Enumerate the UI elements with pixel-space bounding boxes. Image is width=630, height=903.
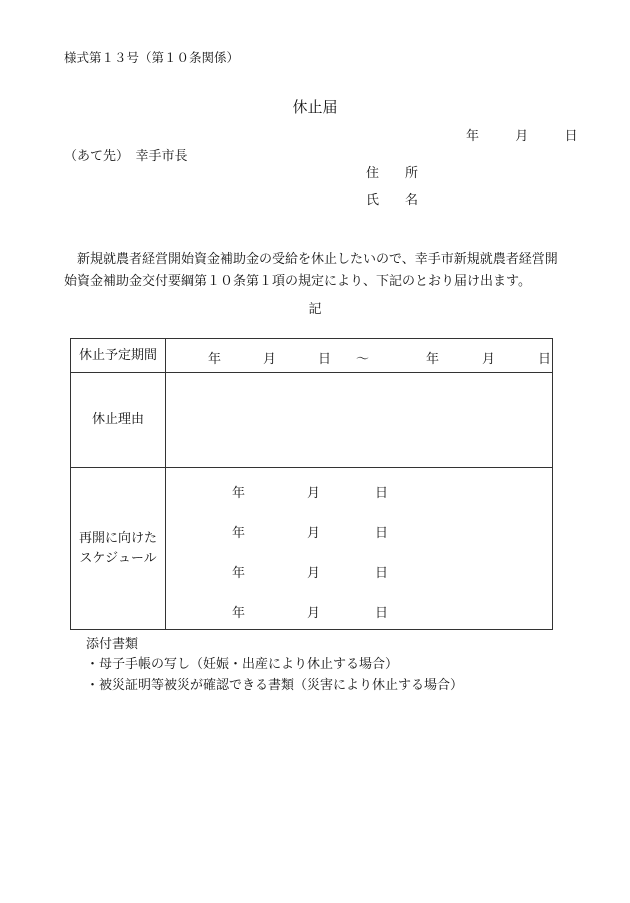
period-label: 休止予定期間 <box>71 339 166 373</box>
form-table <box>70 338 553 630</box>
schedule-entry <box>166 602 552 621</box>
attachment-item: ・被災証明等被災が確認できる書類（災害により休止する場合） <box>86 678 464 693</box>
body-line: 始資金補助金交付要綱第１０条第１項の規定により、下記のとおり届け出ます。 <box>64 274 531 289</box>
schedule-year: 年 <box>232 486 246 501</box>
schedule-day: 日 <box>375 606 389 621</box>
period-row <box>71 339 553 373</box>
schedule-day: 日 <box>375 486 389 501</box>
date-day: 日 <box>564 129 578 144</box>
body-text <box>64 249 584 293</box>
schedule-month: 月 <box>307 566 321 581</box>
ki-label: 記 <box>308 302 322 317</box>
schedule-year: 年 <box>232 526 246 541</box>
schedule-entry <box>166 482 552 501</box>
schedule-day: 日 <box>375 526 389 541</box>
period-tilde: ～ <box>356 352 370 367</box>
schedule-month: 月 <box>307 526 321 541</box>
period-year-end: 年 <box>426 352 440 367</box>
schedule-row <box>71 468 553 630</box>
date-line <box>466 130 578 143</box>
attachment-item: ・母子手帳の写し（妊娠・出産により休止する場合） <box>86 657 399 672</box>
schedule-label-line: 再開に向けた <box>78 530 157 546</box>
attachments-title: 添付書類 <box>86 637 139 652</box>
reason-field[interactable] <box>166 373 553 468</box>
schedule-entry <box>166 522 552 541</box>
schedule-day: 日 <box>375 566 389 581</box>
date-year: 年 <box>466 129 480 144</box>
page-title: 休止届 <box>292 98 338 116</box>
body-line: 新規就農者経営開始資金補助金の受給を休止したいので、幸手市新規就農者経営開 <box>64 252 558 267</box>
schedule-label-line: スケジュール <box>79 550 157 566</box>
period-month-end: 月 <box>482 352 496 367</box>
reason-label: 休止理由 <box>71 373 166 468</box>
schedule-month: 月 <box>307 606 321 621</box>
reason-row <box>71 373 553 468</box>
period-month: 月 <box>263 352 277 367</box>
schedule-label <box>71 468 166 630</box>
date-month: 月 <box>515 129 529 144</box>
period-field[interactable] <box>166 339 553 373</box>
schedule-entry <box>166 562 552 581</box>
name-label: 氏 名 <box>366 193 419 208</box>
schedule-year: 年 <box>232 606 246 621</box>
schedule-field[interactable] <box>166 468 553 630</box>
schedule-month: 月 <box>307 486 321 501</box>
period-day: 日 <box>318 352 332 367</box>
period-year: 年 <box>208 352 222 367</box>
address-label: 住 所 <box>366 166 419 181</box>
schedule-year: 年 <box>232 566 246 581</box>
form-number: 様式第１３号（第１０条関係） <box>64 50 240 65</box>
period-day-end: 日 <box>538 352 552 367</box>
addressee: （あて先） 幸手市長 <box>64 149 188 164</box>
